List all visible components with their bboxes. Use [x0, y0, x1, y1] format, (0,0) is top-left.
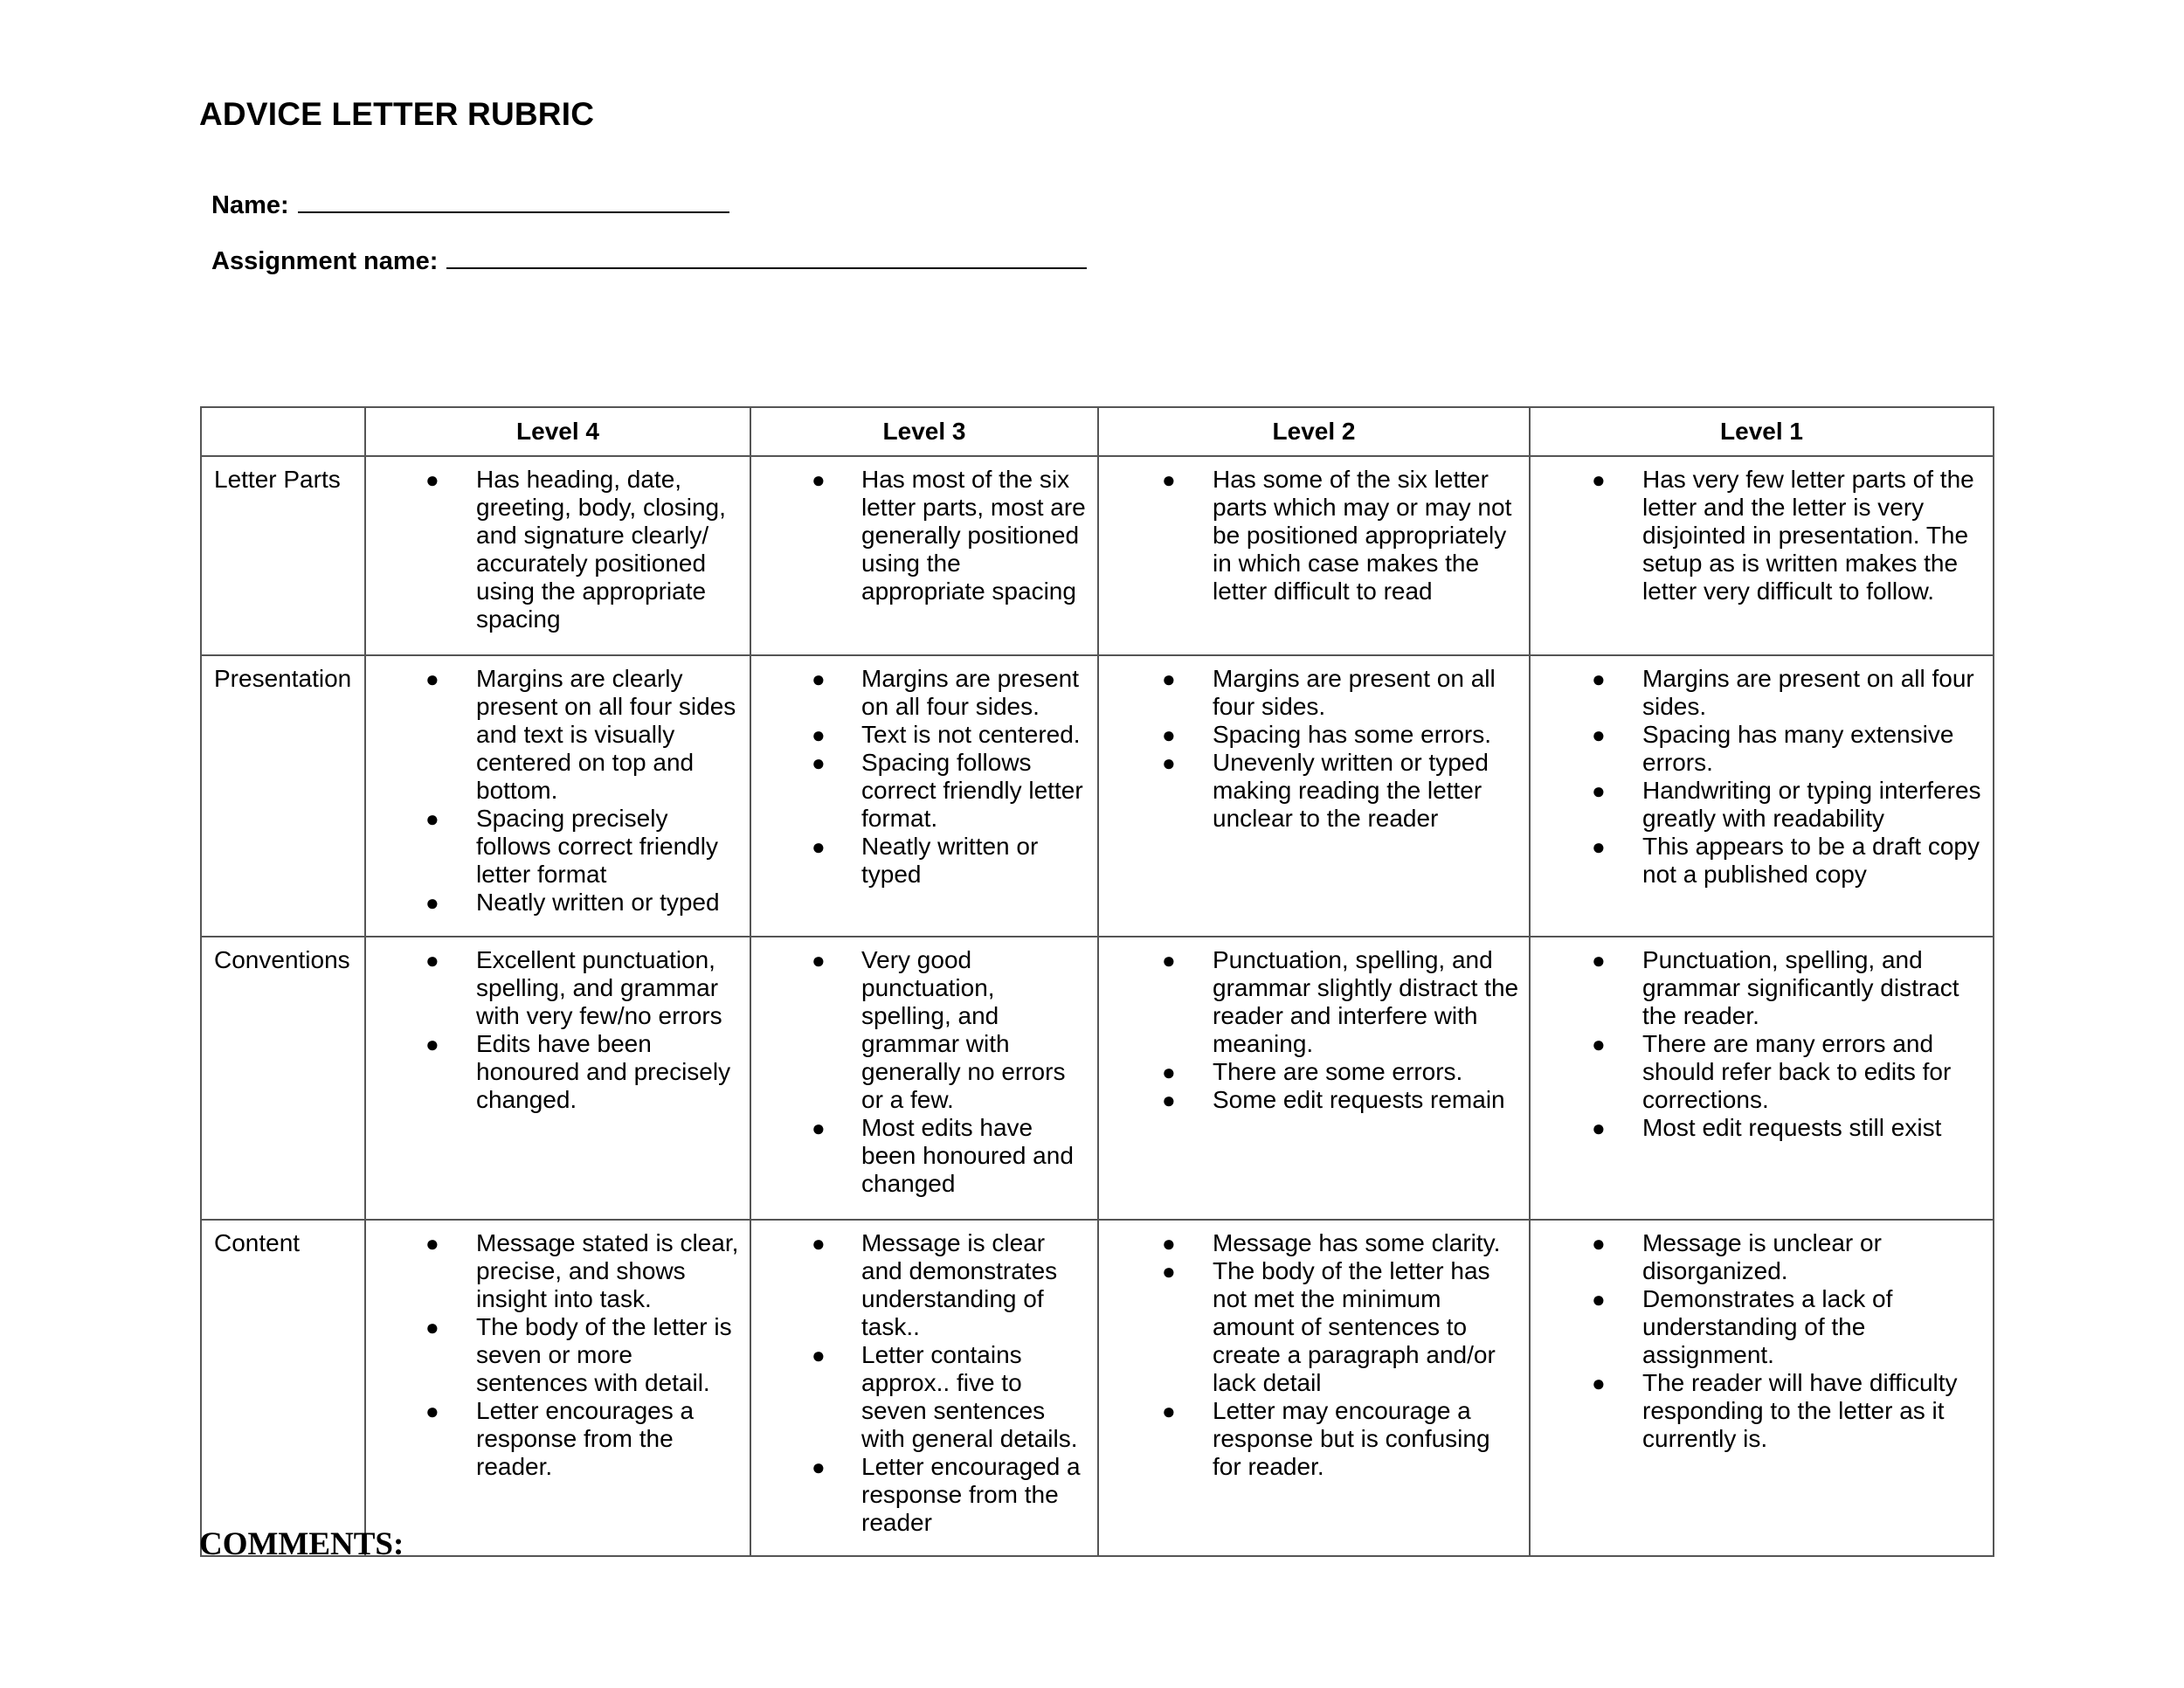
- criterion-label: Letter Parts: [201, 456, 365, 655]
- descriptor-item: [366, 665, 750, 805]
- descriptor-list: [1531, 665, 1993, 889]
- descriptor-item: [366, 1030, 750, 1114]
- rubric-row: [201, 655, 1994, 937]
- descriptor-text: Margins are present on all four sides.: [1213, 665, 1496, 720]
- assignment-name-label: Assignment name:: [211, 247, 439, 275]
- page-title: ADVICE LETTER RUBRIC: [199, 96, 595, 132]
- descriptor-item: [1099, 721, 1529, 749]
- descriptor-list: [1099, 466, 1529, 605]
- criterion-label: Content: [201, 1220, 365, 1556]
- descriptor-text: Letter encouraged a response from the reader: [861, 1453, 1081, 1536]
- bullet-icon: ●: [812, 1115, 826, 1141]
- bullet-icon: ●: [1162, 1059, 1176, 1085]
- descriptor-list: [366, 946, 750, 1114]
- descriptor-text: Spacing has many extensive errors.: [1642, 721, 1954, 776]
- bullet-icon: ●: [812, 750, 826, 776]
- descriptor-item: [1099, 665, 1529, 721]
- descriptor-item: [751, 946, 1097, 1114]
- rubric-cell: [365, 655, 750, 937]
- descriptor-text: Has most of the six letter parts, most are generally positioned using the appropriate spacing: [861, 466, 1086, 605]
- descriptor-text: Very good punctuation, spelling, and grammar with generally no errors or a few.: [861, 946, 1066, 1113]
- bullet-icon: ●: [1592, 1230, 1606, 1256]
- descriptor-item: [1531, 1030, 1993, 1114]
- descriptor-item: [751, 1229, 1097, 1341]
- rubric-row: [201, 1220, 1994, 1556]
- descriptor-item: [1099, 1257, 1529, 1397]
- descriptor-item: [1099, 946, 1529, 1058]
- descriptor-item: [1531, 466, 1993, 605]
- bullet-icon: ●: [1162, 1258, 1176, 1284]
- descriptor-list: [751, 665, 1097, 889]
- rubric-cell: [1530, 655, 1994, 937]
- bullet-icon: ●: [425, 1031, 439, 1057]
- descriptor-list: [751, 946, 1097, 1198]
- descriptor-text: The reader will have difficulty responding to the letter as it currently is.: [1642, 1369, 1958, 1452]
- descriptor-item: [1099, 466, 1529, 605]
- bullet-icon: ●: [812, 666, 826, 692]
- descriptor-text: Message stated is clear, precise, and shows insight into task.: [476, 1229, 739, 1312]
- descriptor-item: [751, 721, 1097, 749]
- descriptor-text: Margins are present on all four sides.: [1642, 665, 1974, 720]
- rubric-cell: [750, 655, 1098, 937]
- descriptor-text: Most edits have been honoured and changed: [861, 1114, 1074, 1197]
- descriptor-text: Margins are present on all four sides.: [861, 665, 1080, 720]
- descriptor-item: [1531, 833, 1993, 889]
- descriptor-item: [1099, 749, 1529, 833]
- descriptor-item: [1531, 777, 1993, 833]
- criterion-label: Conventions: [201, 937, 365, 1220]
- descriptor-text: Letter contains approx.. five to seven sentences with general details.: [861, 1341, 1078, 1452]
- rubric-cell: [1098, 456, 1530, 655]
- descriptor-item: [1531, 721, 1993, 777]
- bullet-icon: ●: [425, 1230, 439, 1256]
- header-criteria: [201, 407, 365, 456]
- rubric-row: [201, 937, 1994, 1220]
- bullet-icon: ●: [1162, 1087, 1176, 1113]
- bullet-icon: ●: [425, 889, 439, 916]
- descriptor-item: [1099, 1229, 1529, 1257]
- descriptor-item: [1531, 665, 1993, 721]
- rubric-cell: [1098, 655, 1530, 937]
- name-label: Name:: [211, 191, 289, 219]
- rubric-cell: [365, 456, 750, 655]
- bullet-icon: ●: [1162, 1230, 1176, 1256]
- rubric-cell: [750, 937, 1098, 1220]
- descriptor-item: [1531, 1369, 1993, 1453]
- bullet-icon: ●: [1162, 750, 1176, 776]
- descriptor-text: Excellent punctuation, spelling, and grammar with very few/no errors: [476, 946, 722, 1029]
- rubric-cell: [750, 456, 1098, 655]
- descriptor-item: [751, 749, 1097, 833]
- bullet-icon: ●: [812, 467, 826, 493]
- descriptor-item: [751, 466, 1097, 605]
- descriptor-item: [1531, 1229, 1993, 1285]
- rubric-cell: [1530, 456, 1994, 655]
- descriptor-item: [366, 805, 750, 889]
- bullet-icon: ●: [425, 467, 439, 493]
- descriptor-text: The body of the letter is seven or more sentences with detail.: [476, 1313, 732, 1396]
- descriptor-text: Spacing has some errors.: [1213, 721, 1492, 748]
- descriptor-list: [1099, 665, 1529, 833]
- bullet-icon: ●: [1162, 666, 1176, 692]
- bullet-icon: ●: [1592, 947, 1606, 973]
- descriptor-item: [1099, 1086, 1529, 1114]
- descriptor-item: [751, 1341, 1097, 1453]
- assignment-name-blank-line: [446, 245, 1087, 269]
- rubric-cell: [365, 937, 750, 1220]
- descriptor-text: Punctuation, spelling, and grammar slightly distract the reader and interfere with meaning.: [1213, 946, 1519, 1057]
- descriptor-list: [751, 1229, 1097, 1537]
- bullet-icon: ●: [425, 666, 439, 692]
- rubric-cell: [750, 1220, 1098, 1556]
- rubric-cell: [1098, 1220, 1530, 1556]
- descriptor-text: Has heading, date, greeting, body, closing, and signature clearly/ accurately positioned using the appropriate spacing: [476, 466, 726, 633]
- descriptor-list: [1531, 946, 1993, 1142]
- header-level-2: Level 2: [1098, 407, 1530, 456]
- rubric-row: [201, 456, 1994, 655]
- descriptor-text: Spacing precisely follows correct friendly letter format: [476, 805, 718, 888]
- descriptor-list: [1099, 1229, 1529, 1481]
- bullet-icon: ●: [1592, 1370, 1606, 1396]
- descriptor-item: [366, 1397, 750, 1481]
- rubric-cell: [365, 1220, 750, 1556]
- descriptor-list: [366, 1229, 750, 1481]
- descriptor-item: [751, 833, 1097, 889]
- descriptor-text: Neatly written or typed: [861, 833, 1039, 888]
- descriptor-text: Text is not centered.: [861, 721, 1081, 748]
- descriptor-text: There are many errors and should refer back to edits for corrections.: [1642, 1030, 1952, 1113]
- rubric-cell: [1098, 937, 1530, 1220]
- bullet-icon: ●: [812, 722, 826, 748]
- bullet-icon: ●: [1592, 467, 1606, 493]
- bullet-icon: ●: [1592, 666, 1606, 692]
- descriptor-text: Spacing follows correct friendly letter format.: [861, 749, 1083, 832]
- criterion-label: Presentation: [201, 655, 365, 937]
- descriptor-text: Some edit requests remain: [1213, 1086, 1505, 1113]
- descriptor-list: [1099, 946, 1529, 1114]
- name-blank-line: [298, 189, 729, 213]
- descriptor-item: [1531, 1285, 1993, 1369]
- descriptor-text: Margins are clearly present on all four sides and text is visually centered on top and bottom.: [476, 665, 736, 804]
- descriptor-text: Handwriting or typing interferes greatly with readability: [1642, 777, 1981, 832]
- descriptor-item: [751, 1114, 1097, 1198]
- rubric-cell: [1530, 937, 1994, 1220]
- bullet-icon: ●: [1592, 722, 1606, 748]
- bullet-icon: ●: [1162, 722, 1176, 748]
- descriptor-text: Punctuation, spelling, and grammar significantly distract the reader.: [1642, 946, 1959, 1029]
- descriptor-item: [366, 1229, 750, 1313]
- bullet-icon: ●: [1592, 1031, 1606, 1057]
- header-level-1: Level 1: [1530, 407, 1994, 456]
- descriptor-text: Demonstrates a lack of understanding of the assignment.: [1642, 1285, 1893, 1368]
- descriptor-list: [366, 466, 750, 633]
- descriptor-item: [1099, 1058, 1529, 1086]
- descriptor-item: [366, 889, 750, 917]
- bullet-icon: ●: [812, 1230, 826, 1256]
- descriptor-list: [1531, 1229, 1993, 1453]
- descriptor-text: This appears to be a draft copy not a published copy: [1642, 833, 1980, 888]
- descriptor-list: [751, 466, 1097, 605]
- bullet-icon: ●: [812, 947, 826, 973]
- bullet-icon: ●: [812, 834, 826, 860]
- descriptor-item: [366, 946, 750, 1030]
- descriptor-item: [366, 1313, 750, 1397]
- bullet-icon: ●: [1592, 1286, 1606, 1312]
- bullet-icon: ●: [1592, 834, 1606, 860]
- descriptor-item: [1531, 946, 1993, 1030]
- bullet-icon: ●: [425, 1314, 439, 1340]
- descriptor-text: Letter encourages a response from the reader.: [476, 1397, 695, 1480]
- bullet-icon: ●: [425, 947, 439, 973]
- descriptor-item: [366, 466, 750, 633]
- descriptor-item: [751, 1453, 1097, 1537]
- descriptor-text: Message is clear and demonstrates understanding of task..: [861, 1229, 1058, 1340]
- bullet-icon: ●: [1162, 947, 1176, 973]
- descriptor-text: Unevenly written or typed making reading the letter unclear to the reader: [1213, 749, 1489, 832]
- header-level-4: Level 4: [365, 407, 750, 456]
- bullet-icon: ●: [425, 806, 439, 832]
- descriptor-text: Message has some clarity.: [1213, 1229, 1501, 1256]
- descriptor-item: [751, 665, 1097, 721]
- bullet-icon: ●: [812, 1454, 826, 1480]
- name-field-row: [211, 189, 729, 220]
- descriptor-text: There are some errors.: [1213, 1058, 1463, 1085]
- bullet-icon: ●: [1592, 1115, 1606, 1141]
- rubric-table: [200, 406, 1994, 1557]
- descriptor-text: Neatly written or typed: [476, 889, 720, 916]
- descriptor-list: [1531, 466, 1993, 605]
- rubric-header-row: [201, 407, 1994, 456]
- descriptor-text: Edits have been honoured and precisely changed.: [476, 1030, 731, 1113]
- descriptor-item: [1531, 1114, 1993, 1142]
- bullet-icon: ●: [812, 1342, 826, 1368]
- bullet-icon: ●: [1162, 1398, 1176, 1424]
- descriptor-list: [366, 665, 750, 917]
- descriptor-text: Has some of the six letter parts which may or may not be positioned appropriately in which case makes the letter difficult to read: [1213, 466, 1512, 605]
- rubric-cell: [1530, 1220, 1994, 1556]
- descriptor-text: Most edit requests still exist: [1642, 1114, 1942, 1141]
- bullet-icon: ●: [425, 1398, 439, 1424]
- header-level-3: Level 3: [750, 407, 1098, 456]
- comments-label: COMMENTS:: [199, 1526, 404, 1562]
- descriptor-text: The body of the letter has not met the minimum amount of sentences to create a paragraph and/or lack detail: [1213, 1257, 1496, 1396]
- bullet-icon: ●: [1592, 778, 1606, 804]
- descriptor-text: Message is unclear or disorganized.: [1642, 1229, 1882, 1284]
- assignment-field-row: [211, 245, 1087, 276]
- descriptor-text: Letter may encourage a response but is confusing for reader.: [1213, 1397, 1490, 1480]
- descriptor-item: [1099, 1397, 1529, 1481]
- descriptor-text: Has very few letter parts of the letter and the letter is very disjointed in presentation. The setup as is written makes the letter very difficult to follow.: [1642, 466, 1974, 605]
- bullet-icon: ●: [1162, 467, 1176, 493]
